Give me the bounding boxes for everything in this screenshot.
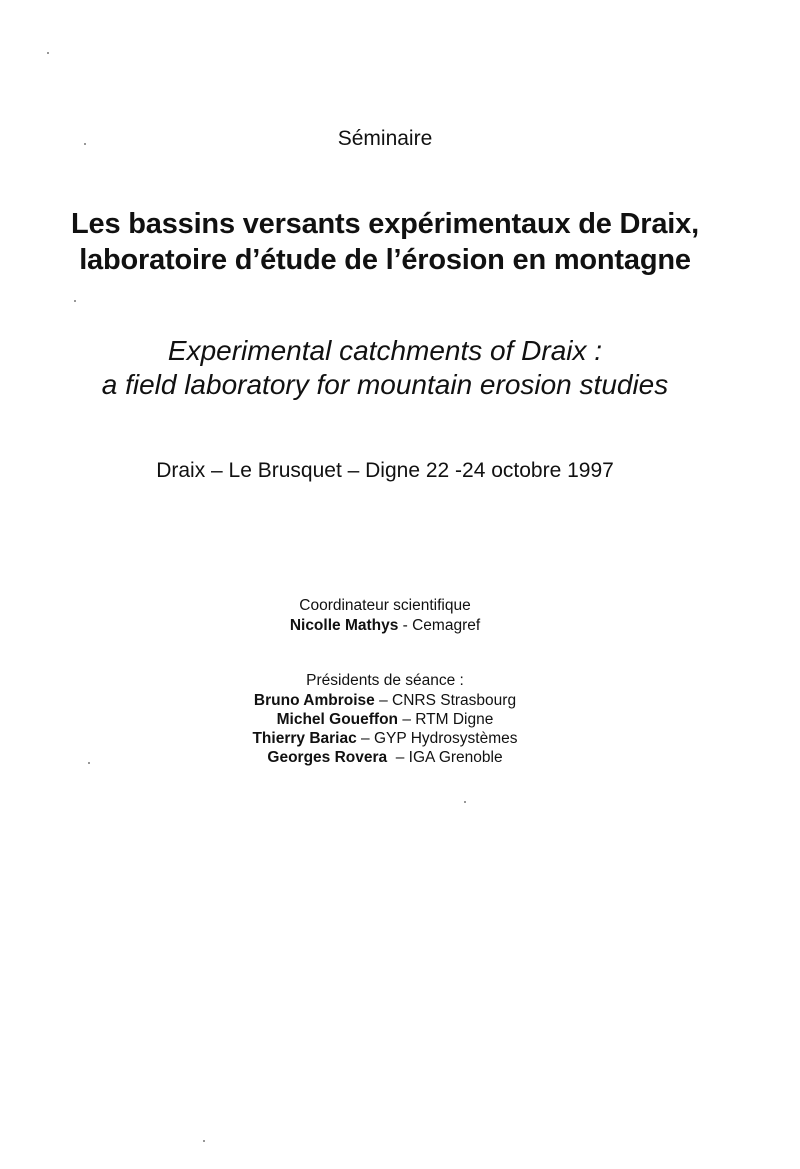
english-title-line-2: a field laboratory for mountain erosion studies bbox=[101, 369, 669, 400]
english-title-line-1: Experimental catchments of Draix : bbox=[167, 335, 603, 366]
president-name: Thierry Bariac bbox=[252, 730, 357, 747]
president-affiliation: – GYP Hydrosystèmes bbox=[356, 730, 518, 747]
seminar-label: Séminaire bbox=[337, 127, 433, 150]
scan-speck bbox=[74, 300, 76, 302]
president-line bbox=[0, 730, 770, 748]
president-line bbox=[0, 711, 770, 729]
french-title-line-1: Les bassins versants expérimentaux de Draix, bbox=[71, 208, 699, 240]
event-location-date: Draix – Le Brusquet – Digne 22 -24 octobre 1997 bbox=[156, 459, 614, 482]
coordinator-affiliation: - Cemagref bbox=[398, 617, 481, 634]
scan-speck bbox=[203, 1140, 205, 1142]
french-title-line-2: laboratoire d’étude de l’érosion en montagne bbox=[79, 244, 691, 276]
president-affiliation: – RTM Digne bbox=[398, 711, 494, 728]
president-name: Michel Goueffon bbox=[276, 711, 399, 728]
president-line bbox=[0, 692, 770, 710]
president-line bbox=[0, 749, 770, 767]
president-affiliation: – IGA Grenoble bbox=[387, 749, 503, 766]
presidents-label: Présidents de séance : bbox=[306, 672, 464, 689]
scan-speck bbox=[464, 801, 466, 803]
coordinator-name: Nicolle Mathys bbox=[289, 617, 399, 634]
scan-speck bbox=[47, 52, 49, 54]
coordinator-label: Coordinateur scientifique bbox=[299, 597, 471, 614]
president-name: Georges Rovera bbox=[267, 749, 388, 766]
president-affiliation: – CNRS Strasbourg bbox=[374, 692, 517, 709]
coordinator-line bbox=[0, 617, 770, 635]
president-name: Bruno Ambroise bbox=[253, 692, 375, 709]
